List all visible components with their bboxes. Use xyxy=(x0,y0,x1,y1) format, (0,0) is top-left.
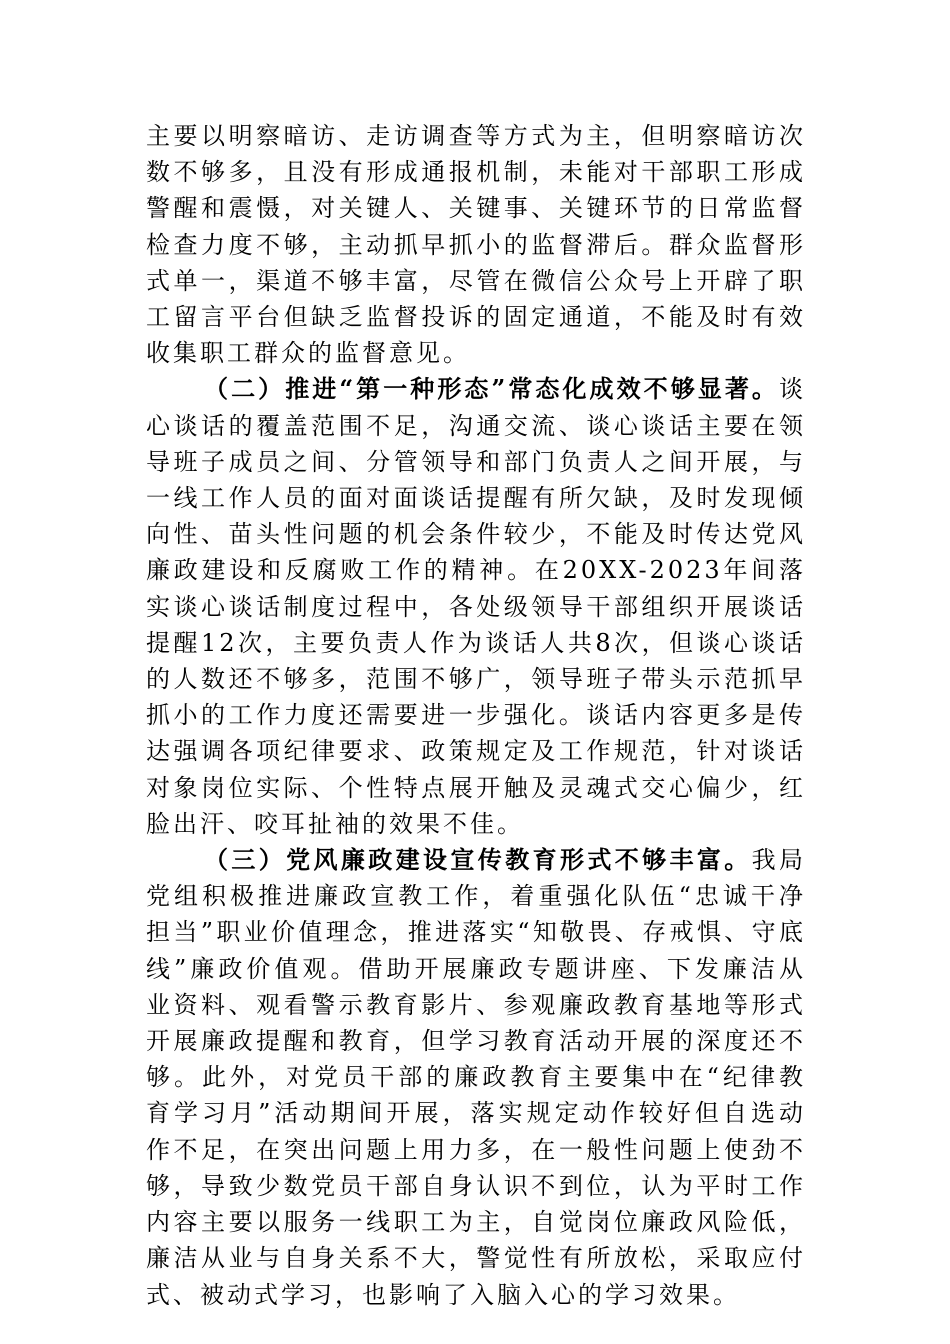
document-page xyxy=(146,118,806,1313)
paragraph-body: 谈心谈话的覆盖范围不足，沟通交流、谈心谈话主要在领导班子成员之间、分管领导和部门负责人之间开展，与一线工作人员的面对面谈话提醒有所欠缺，及时发现倾向性、苗头性问题的机会条件较少，不能及时传达党风廉政建设和反腐败工作的精神。在20XX-2023年间落实谈心谈话制度过程中，各处级领导干部组织开展谈话提醒12次，主要负责人作为谈话人共8次，但谈心谈话的人数还不够多，范围不够广，领导班子带头示范抓早抓小的工作力度还需要进一步强化。谈话内容更多是传达强调各项纪律要求、政策规定及工作规范，针对谈话对象岗位实际、个性特点展开触及灵魂式交心偏少，红脸出汗、咬耳扯袖的效果不佳。 xyxy=(146,375,806,838)
paragraph-body: 我局党组积极推进廉政宣教工作，着重强化队伍“忠诚干净担当”职业价值理念，推进落实“知敬畏、存戒惧、守底线”廉政价值观。借助开展廉政专题讲座、下发廉洁从业资料、观看警示教育影片、参观廉政教育基地等形式开展廉政提醒和教育，但学习教育活动开展的深度还不够。此外，对党员干部的廉政教育主要集中在“纪律教育学习月”活动期间开展，落实规定动作较好但自选动作不足，在突出问题上用力多，在一般性问题上使劲不够，导致少数党员干部自身认识不到位，认为平时工作内容主要以服务一线职工为主，自觉岗位廉政风险低，廉洁从业与自身关系不大，警觉性有所放松，采取应付式、被动式学习，也影响了入脑入心的学习效果。 xyxy=(146,846,807,1309)
paragraph-section-two xyxy=(146,371,806,842)
section-heading: （二）推进“第一种形态”常态化成效不够显著。 xyxy=(204,374,779,404)
paragraph-continuation xyxy=(146,118,806,371)
paragraph-body: 主要以明察暗访、走访调查等方式为主，但明察暗访次数不够多，且没有形成通报机制，未能对干部职工形成警醒和震慑，对关键人、关键事、关键环节的日常监督检查力度不够，主动抓早抓小的监督滞后。群众监督形式单一，渠道不够丰富，尽管在微信公众号上开辟了职工留言平台但缺乏监督投诉的固定通道，不能及时有效收集职工群众的监督意见。 xyxy=(146,122,806,368)
section-heading: （三）党风廉政建设宣传教育形式不够丰富。 xyxy=(204,845,752,875)
paragraph-section-three xyxy=(146,842,806,1313)
